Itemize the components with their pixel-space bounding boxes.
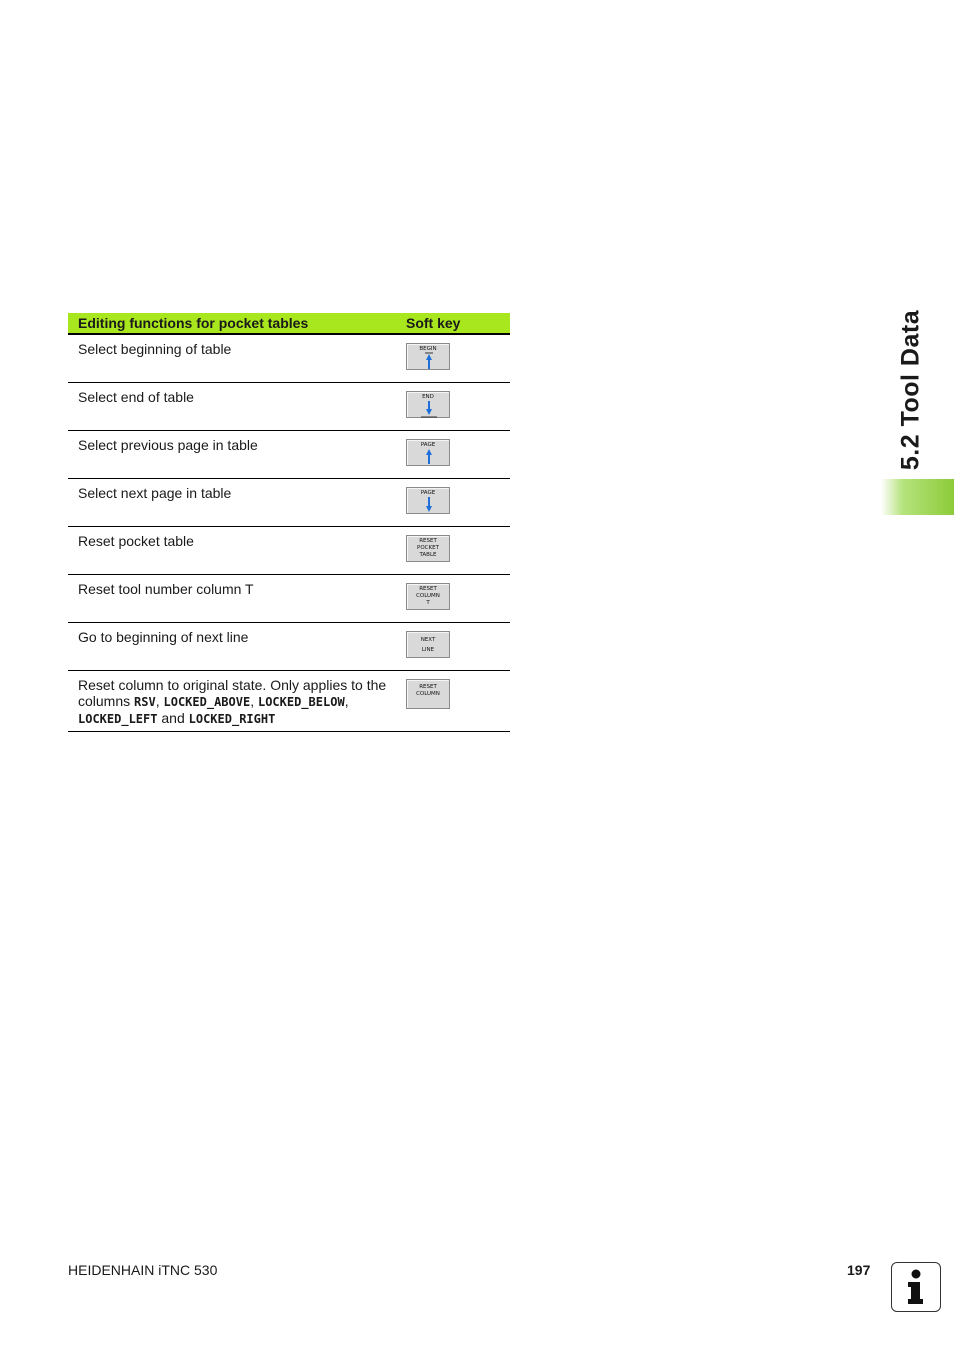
table-row: [68, 478, 510, 526]
column-name-code: RSV: [134, 694, 156, 709]
softkey-label: [407, 536, 449, 559]
column-name-code: LOCKED_LEFT: [78, 711, 158, 726]
softkey-label-line: T: [426, 599, 430, 606]
function-description: Reset pocket table: [68, 526, 406, 574]
description-text: ,: [344, 692, 349, 709]
function-description: Select previous page in table: [68, 430, 406, 478]
function-description: Select end of table: [68, 382, 406, 430]
table-row: [68, 670, 510, 731]
table-row: [68, 334, 510, 382]
reset-column-softkey[interactable]: [406, 679, 450, 709]
table-row: [68, 574, 510, 622]
table-row: [68, 622, 510, 670]
begin-softkey[interactable]: [406, 343, 450, 370]
info-glyph: [892, 1263, 939, 1310]
function-description: Reset tool number column T: [68, 574, 406, 622]
softkey-label: [407, 680, 449, 698]
page-number: 197: [847, 1262, 871, 1278]
table-row: [68, 382, 510, 430]
description-text: ,: [155, 692, 164, 709]
function-description: [68, 670, 406, 731]
softkey-label-line: RESET: [419, 683, 437, 690]
reset-column-t-softkey[interactable]: [406, 583, 450, 610]
next-line-softkey[interactable]: [406, 631, 450, 658]
softkey-label-line: LINE: [421, 646, 435, 653]
section-title: [886, 300, 936, 480]
column-name-code: LOCKED_ABOVE: [163, 694, 251, 709]
description-text: ,: [250, 692, 258, 709]
function-description: Select beginning of table: [68, 334, 406, 382]
column-header-function: Editing functions for pocket tables: [68, 313, 406, 334]
page-up-softkey[interactable]: [406, 439, 450, 466]
column-header-softkey: Soft key: [406, 313, 510, 334]
section-title-text: 5.2 Tool Data: [896, 309, 925, 471]
softkey-label: PAGE: [420, 489, 436, 496]
softkey-label: BEGIN: [419, 346, 437, 352]
softkey-label: END: [422, 393, 434, 400]
end-softkey[interactable]: [406, 391, 450, 418]
table-row: [68, 526, 510, 574]
info-icon: [891, 1262, 941, 1312]
softkey-label-line: COLUMN: [416, 690, 440, 697]
function-description: Select next page in table: [68, 478, 406, 526]
softkey-label-line: RESET: [419, 585, 437, 592]
arrow-down-icon: [425, 496, 433, 513]
softkey-label: [407, 632, 449, 655]
table-row: [68, 430, 510, 478]
softkey-label-line: RESET: [419, 537, 437, 544]
softkey-label-line: COLUMN: [416, 592, 440, 599]
function-description: Go to beginning of next line: [68, 622, 406, 670]
softkey-label-line: POCKET: [417, 544, 439, 551]
arrow-up-icon: [425, 448, 433, 465]
section-tab-marker: [881, 479, 954, 515]
arrow-down-icon: [421, 400, 437, 418]
arrow-up-icon: [425, 352, 433, 370]
column-name-code: LOCKED_BELOW: [257, 694, 345, 709]
page-down-softkey[interactable]: [406, 487, 450, 514]
reset-pocket-table-softkey[interactable]: [406, 535, 450, 562]
softkey-label: PAGE: [420, 441, 436, 448]
softkey-label-line: TABLE: [419, 551, 437, 558]
pocket-table-functions: [68, 313, 510, 732]
description-text: Reset column to original state. Only applies to the columns: [78, 676, 387, 709]
column-name-code: LOCKED_RIGHT: [188, 711, 276, 726]
softkey-label-line: NEXT: [420, 636, 436, 643]
footer-product: HEIDENHAIN iTNC 530: [68, 1262, 218, 1278]
softkey-label: [407, 584, 449, 607]
description-text: and: [157, 709, 189, 726]
